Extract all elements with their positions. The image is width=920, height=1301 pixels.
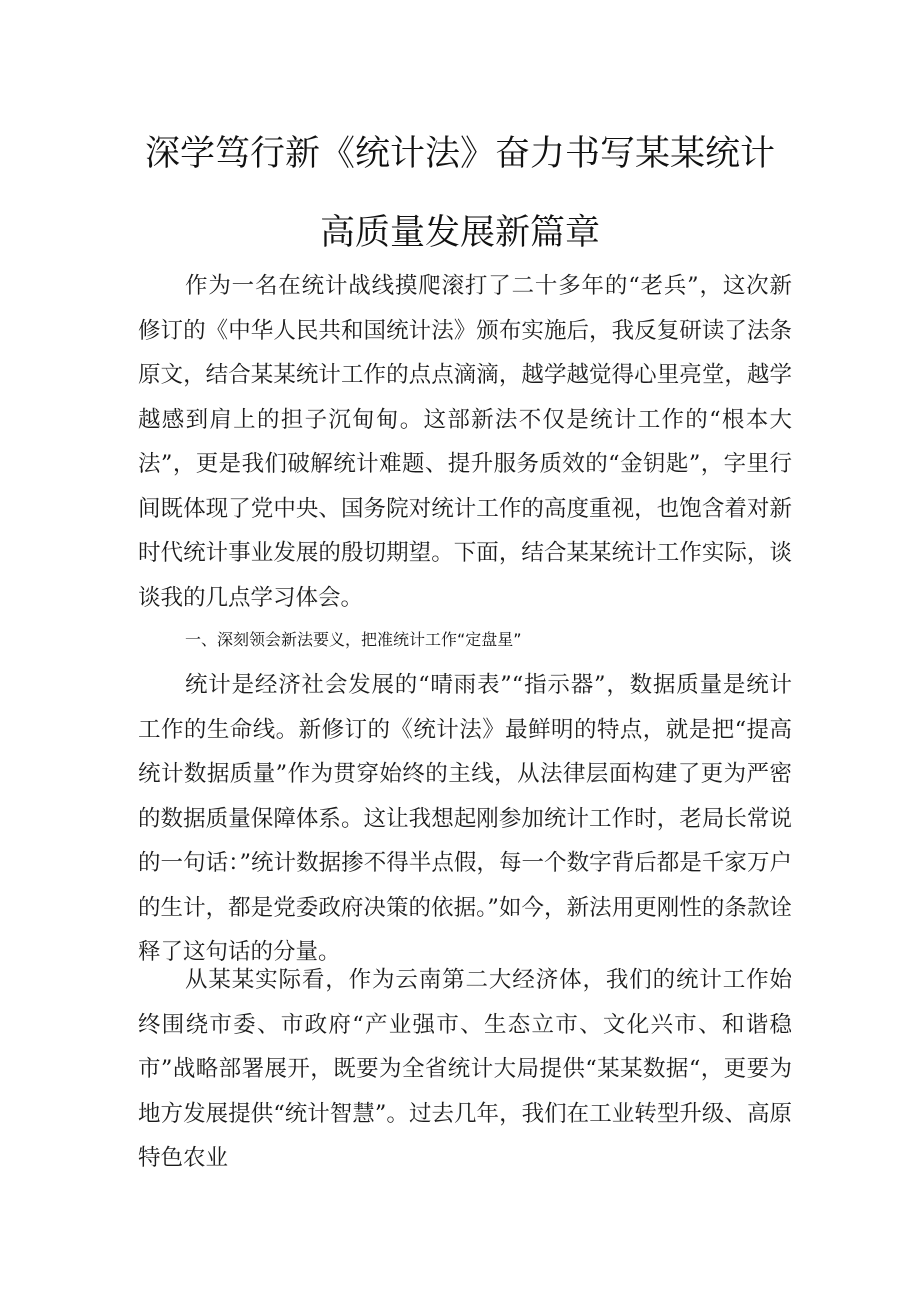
paragraph-local-practice: 从某某实际看，作为云南第二大经济体，我们的统计工作始终围绕市委、市政府“产业强市、生态立市、文化兴市、和谐稳市”战略部署展开，既要为全省统计大局提供“某某数据“，更要为地方发展提供“统计智慧”。过去几年，我们在工业转型升级、高原特色农业 — [138, 967, 792, 1171]
document-title-line-2: 高质量发展新篇章 — [319, 213, 600, 253]
section-heading-1: 一、深刻领会新法要义，把准统计工作“定盘星” — [185, 630, 522, 649]
paragraph-intro: 作为一名在统计战线摸爬滚打了二十多年的“老兵”，这次新修订的《中华人民共和国统计法》颁布实施后，我反复研读了法条原文，结合某某统计工作的点点滴滴，越学越觉得心里亮堂，越学越感到肩上的担子沉甸甸。这部新法不仅是统计工作的“根本大法”，更是我们破解统计难题、提升服务质效的“金钥匙”，字里行间既体现了党中央、国务院对统计工作的高度重视，也饱含着对新时代统计事业发展的殷切期望。下面，结合某某统计工作实际，谈谈我的几点学习体会。 — [138, 273, 792, 611]
paragraph-data-quality: 统计是经济社会发展的“晴雨表”“指示器”，数据质量是统计工作的生命线。新修订的《统计法》最鲜明的特点，就是把“提高统计数据质量”作为贯穿始终的主线，从法律层面构建了更为严密的数据质量保障体系。这让我想起刚参加统计工作时，老局长常说的一句话：”统计数据掺不得半点假，每一个数字背后都是千家万户的生计，都是党委政府决策的依据。”如今，新法用更刚性的条款诠释了这句话的分量。 — [138, 672, 792, 965]
document-title-line-1: 深学笃行新《统计法》奋力书写某某统计 — [144, 134, 775, 174]
